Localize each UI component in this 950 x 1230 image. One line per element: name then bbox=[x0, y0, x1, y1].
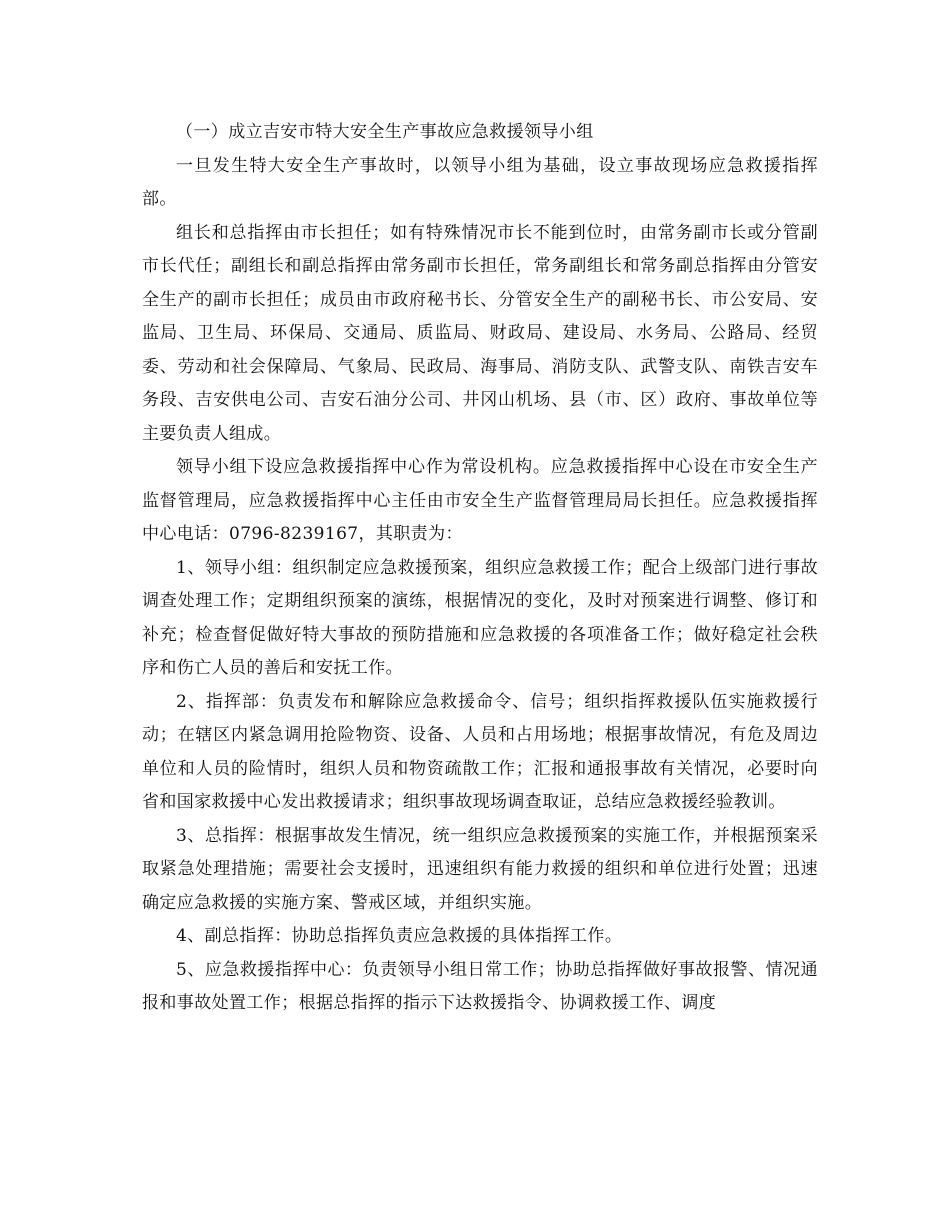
paragraph-members: 组长和总指挥由市长担任；如有特殊情况市长不能到位时，由常务副市长或分管副市长代任；副组长和副总指挥由常务副市长担任，常务副组长和常务副总指挥由分管安全生产的副市长担任；成员由市政府秘书长、分管安全生产的副秘书长、市公安局、安监局、卫生局、环保局、交通局、质监局、财政局、建设局、水务局、公路局、经贸委、劳动和社会保障局、气象局、民政局、海事局、消防支队、武警支队、南铁吉安车务段、吉安供电公司、吉安石油分公司、井冈山机场、县（市、区）政府、事故单位等主要负责人组成。 bbox=[142, 222, 818, 444]
paragraph-command-center: 领导小组下设应急救援指挥中心作为常设机构。应急救援指挥中心设在市安全生产监督管理局，应急救援指挥中心主任由市安全生产监督管理局局长担任。应急救援指挥中心电话：0796-8239167，其职责为： bbox=[142, 457, 818, 544]
paragraph-command-setup: 一旦发生特大安全生产事故时，以领导小组为基础，设立事故现场应急救援指挥部。 bbox=[142, 155, 818, 209]
document-body bbox=[142, 116, 818, 1021]
section-heading: （一）成立吉安市特大安全生产事故应急救援领导小组 bbox=[176, 122, 594, 142]
paragraph-duty-leading-group: 1、领导小组：组织制定应急救援预案，组织应急救援工作；配合上级部门进行事故调查处理工作；定期组织预案的演练，根据情况的变化，及时对预案进行调整、修订和补充；检查督促做好特大事故的预防措施和应急救援的各项准备工作；做好稳定社会秩序和伤亡人员的善后和安抚工作。 bbox=[142, 557, 818, 678]
paragraph-duty-deputy-commander: 4、副总指挥：协助总指挥负责应急救援的具体指挥工作。 bbox=[176, 926, 623, 946]
paragraph-duty-headquarters: 2、指挥部：负责发布和解除应急救援命令、信号；组织指挥救援队伍实施救援行动；在辖区内紧急调用抢险物资、设备、人员和占用场地；根据事故情况，有危及周边单位和人员的险情时，组织人员和物资疏散工作；汇报和通报事故有关情况，必要时向省和国家救援中心发出救援请求；组织事故现场调查取证，总结应急救援经验教训。 bbox=[142, 691, 818, 812]
paragraph-duty-command-center: 5、应急救援指挥中心：负责领导小组日常工作；协助总指挥做好事故报警、情况通报和事故处置工作；根据总指挥的指示下达救援指令、协调救援工作、调度 bbox=[142, 959, 818, 1013]
paragraph-duty-commander: 3、总指挥：根据事故发生情况，统一组织应急救援预案的实施工作，并根据预案采取紧急处理措施；需要社会支援时，迅速组织有能力救援的组织和单位进行处置；迅速确定应急救援的实施方案、警戒区域，并组织实施。 bbox=[142, 825, 818, 913]
